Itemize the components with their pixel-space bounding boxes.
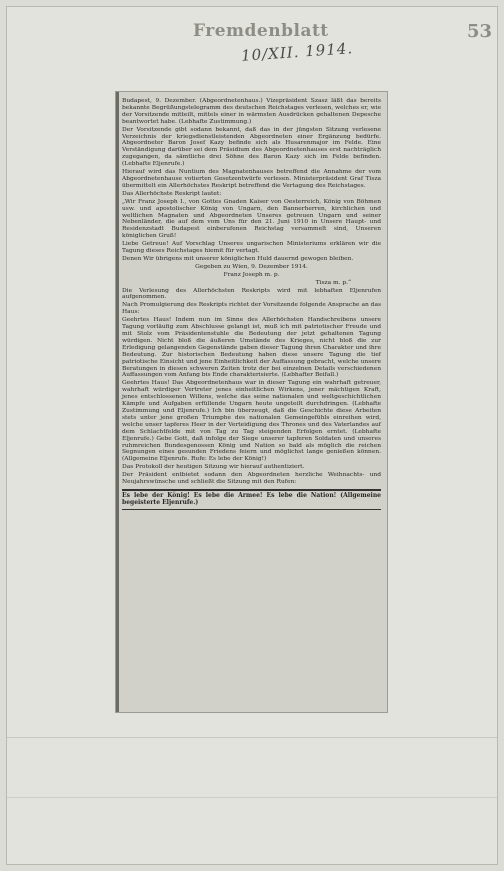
- paragraph: Hierauf wird das Nuntium des Magnatenhauses betreffend die Annahme der vom Abgeordnetenhause votierten Gesetzentwürfe verlesen. Ministerpräsident Graf Tisza übermittelt ein Allerhöchstes Reskript betreffend die Vertagung des Reichstages.: [122, 169, 381, 189]
- paragraph: Geehrtes Haus! Indem nun im Sinne des Allerhöchsten Handschreibens unsere Tagung vorläufig zum Abschlusse gelangt ist, muß ich mit patriotischer Freude und mit Stolz vom Präsidentenstuhle die Bedeutung der jetzt gehaltenen Tagung würdigen. Nicht bloß die äußeren Umstände des Krieges, nicht bloß die zur Erledigung gelangenden Gegenstände gaben dieser Tagung ihren Charakter und ihre Bedeutung. Zur historischen Bedeutung haben diese unsere Tagung die tief patriotische Einsicht und jene Einheitlichkeit der Auffassung gebracht, welche unsere Beratungen in diesen schweren Zeiten trotz der bei einzelnen Details verschiedenen Auffassungen vom Anfang bis Ende charakterisierte. (Lebhafter Beifall.): [122, 317, 381, 379]
- newspaper-clipping: [115, 91, 388, 713]
- paragraph: „Wir Franz Joseph I., von Gottes Gnaden Kaiser von Oesterreich, König von Böhmen usw. und apostolischer König von Ungarn, den Bannerherren, kirchlichen und weltlichen Magnaten und Abgeordneten Unseres getreuen Ungarn und seiner Nebenländer, die auf dem vom Uns für den 21. Juni 1910 in Unsere Haupt- und Residenzstadt Budapest einberufenen Reichstag versammelt sind, Unseren königlichen Gruß!: [122, 198, 381, 240]
- signature-line: Franz Joseph m. p.: [223, 271, 280, 278]
- paragraph: Das Protokoll der heutigen Sitzung wir hierauf authentiziert.: [122, 464, 305, 471]
- paragraph: Budapest, 9. Dezember. (Abgeordnetenhaus.) Vizepräsident Szasz läßt das bereits bekannte Begrüßungstelegramm des deutschen Reichstages verlesen, welches er, wie der Vorsitzende mitteilt, mittels einer in wärmsten Ausdrücken gehaltenen Depesche beantwortet habe. (Lebhafte Zustimmung.): [122, 98, 381, 125]
- paragraph: Liebe Getreue! Auf Vorschlag Unseres ungarischen Ministeriums erklären wir die Tagung dieses Reichstages hiemit für vertagt.: [122, 241, 381, 255]
- clipping-left-rule: [116, 92, 119, 712]
- paragraph: Der Vorsitzende gibt sodann bekannt, daß das in der jüngsten Sitzung verlesene Verzeichnis der kriegsdienstleistenden Abgeordneten einer Ergänzung bedürfe. Abgeordneter Baron Josef Kazy befinde sich als Husarenmajor im Felde. Eine Verständigung darüber sei dem Präsidium des Abgeordnetenhauses erst nachträglich zugegangen, da sämtliche drei Söhne des Baron Kazy sich im Felde befinden. (Lebhafte Eljenrufe.): [122, 126, 381, 168]
- masthead: Fremdenblatt: [193, 21, 329, 41]
- page-number: 53: [467, 21, 493, 42]
- signature-line: Tisza m. p.“: [315, 279, 351, 286]
- paragraph: Die Verlesung des Allerhöchsten Reskripts wird mit lebhaften Eljenrufen aufgenommen.: [122, 287, 381, 301]
- paragraph: Denen Wir übrigens mit unserer königlichen Huld dauernd gewogen bleiben.: [122, 255, 354, 262]
- paragraph: Nach Promulgierung des Reskripts richtet der Vorsitzende folgende Ansprache an das Haus:: [122, 302, 381, 316]
- paragraph: Der Präsident entbietet sodann den Abgeordneten herzliche Weihnachts- und Neujahrswünsche und schließt die Sitzung mit den Rufen:: [122, 472, 381, 486]
- paragraph: Gegeben zu Wien, 9. Dezember 1914.: [195, 263, 308, 270]
- handwritten-date: 10/XII. 1914.: [240, 39, 354, 65]
- paragraph: Das Allerhöchste Reskript lautet:: [122, 190, 222, 197]
- archive-page: [6, 6, 498, 865]
- closing-cheer: Es lebe der König! Es lebe die Armee! Es lebe die Nation! (Allgemeine begeisterte Eljenrufe.): [122, 489, 381, 510]
- paragraph: Geehrtes Haus! Das Abgeordnetenhaus war in dieser Tagung ein wahrhaft getreuer, wahrhaft würdiger Vertreter jenes einheitlichen Wirkens, jener mächtigen Kraft, jenes entschlossenen Willens, welche das seine nationalen und weltgeschichtlichen Kämpfe und Aufgaben erfüllende Ungarn heute ungeteilt durchdringen. (Lebhafte Zustimmung und Eljenrufe.) Ich bin überzeugt, daß die Geschichte diese Arbeiten stets unter jene großen Triumphe des nationalen Gemeingefühls einreihen wird, welche unser tapferes Heer in der Verteidigung des Thrones und des Vaterlandes auf dem Schlachtfelde mit von Tag zu Tag steigenden Erfolgen erntet. (Lebhafte Eljenrufe.) Gebe Gott, daß infolge der Siege unserer tapferen Soldaten und unseres ruhmreichen Bundesgenossen König und Nation so bald als möglich die reichen Segnungen eines gesunden Friedens feiern und möglichst lange genießen können. (Allgemeine Eljenrufe. Rufe: Es lebe der König!): [122, 380, 381, 463]
